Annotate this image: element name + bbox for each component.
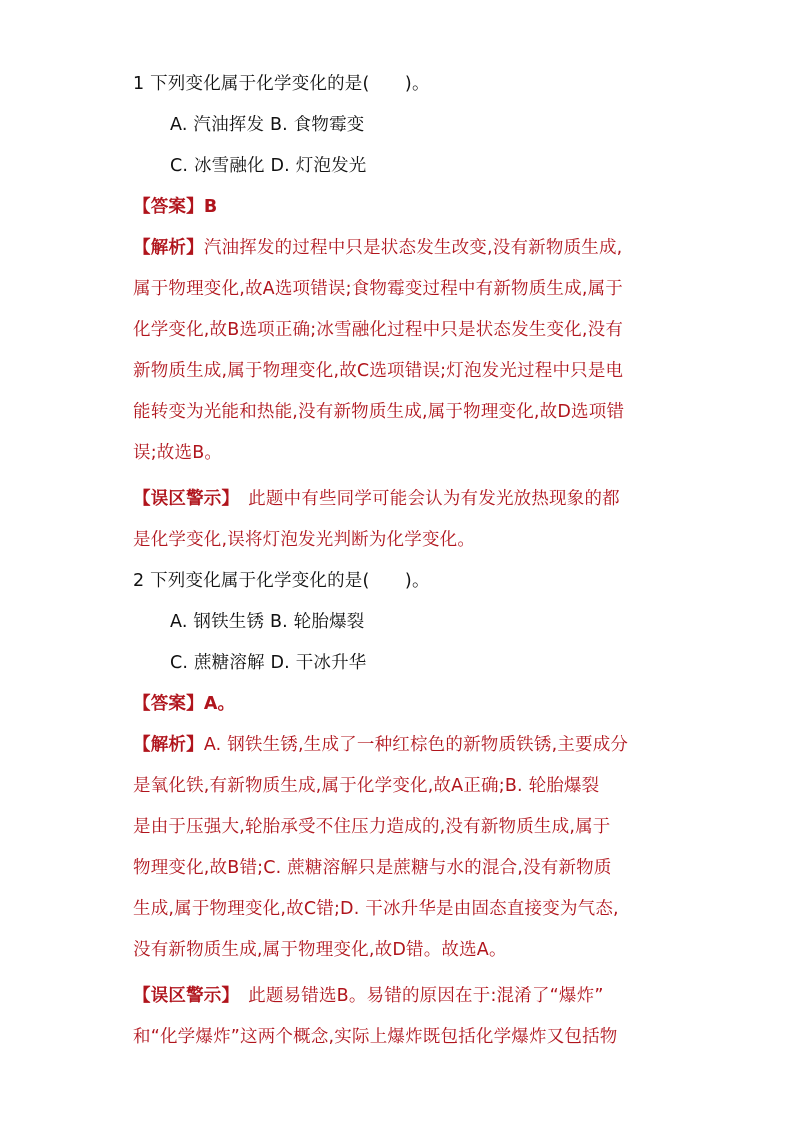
question-1-answer: [133, 195, 673, 219]
question-1-stem: 1 下列变化属于化学变化的是( )。: [133, 74, 430, 94]
question-1-analysis-line: 新物质生成,属于物理变化,故C选项错误;灯泡发光过程中只是电: [133, 361, 624, 381]
warning-tag: 【误区警示】: [133, 489, 231, 509]
answer-tag: 【答案】: [133, 197, 204, 217]
question-1-analysis-line: 能转变为光能和热能,没有新物质生成,属于物理变化,故D选项错: [133, 402, 625, 422]
question-1-warning-line: 是化学变化,误将灯泡发光判断为化学变化。: [133, 530, 476, 550]
analysis-text: 汽油挥发的过程中只是状态发生改变,没有新物质生成,: [203, 238, 623, 258]
question-2-analysis-line: [133, 733, 673, 757]
question-2-warning-line: [133, 984, 673, 1008]
warning-text: 此题易错选B。易错的原因在于:混淆了“爆炸”: [230, 986, 604, 1006]
analysis-text: A. 钢铁生锈,生成了一种红棕色的新物质铁锈,主要成分: [203, 735, 629, 755]
answer-tag: 【答案】: [133, 694, 204, 714]
question-2-analysis-line: 是由于压强大,轮胎承受不住压力造成的,没有新物质生成,属于: [133, 817, 611, 837]
answer-value: A。: [203, 694, 236, 714]
warning-tag: 【误区警示】: [133, 986, 231, 1006]
analysis-tag: 【解析】: [133, 238, 204, 258]
question-2-analysis-line: 生成,属于物理变化,故C错;D. 干冰升华是由固态直接变为气态,: [133, 899, 619, 919]
question-2-answer: [133, 692, 673, 716]
question-2-analysis-line: 是氧化铁,有新物质生成,属于化学变化,故A正确;B. 轮胎爆裂: [133, 776, 600, 796]
question-2-warning-line: 和“化学爆炸”这两个概念,实际上爆炸既包括化学爆炸又包括物: [133, 1027, 618, 1047]
answer-value: B: [203, 197, 218, 217]
analysis-tag: 【解析】: [133, 735, 204, 755]
question-2-options-row-2: C. 蔗糖溶解 D. 干冰升华: [170, 653, 367, 673]
question-2-options-row-1: A. 钢铁生锈 B. 轮胎爆裂: [170, 612, 365, 632]
question-1-analysis-line: [133, 236, 673, 260]
question-1-analysis-line: 属于物理变化,故A选项错误;食物霉变过程中有新物质生成,属于: [133, 279, 623, 299]
question-1-options-row-2: C. 冰雪融化 D. 灯泡发光: [170, 156, 367, 176]
question-1-warning-line: [133, 487, 673, 511]
question-1-options-row-1: A. 汽油挥发 B. 食物霉变: [170, 115, 365, 135]
question-2-analysis-line: 物理变化,故B错;C. 蔗糖溶解只是蔗糖与水的混合,没有新物质: [133, 858, 612, 878]
question-1-analysis-line: 化学变化,故B选项正确;冰雪融化过程中只是状态发生变化,没有: [133, 320, 624, 340]
question-2-stem: 2 下列变化属于化学变化的是( )。: [133, 571, 430, 591]
warning-text: 此题中有些同学可能会认为有发光放热现象的都: [230, 489, 620, 509]
question-1-analysis-line: 误;故选B。: [133, 443, 223, 463]
question-2-analysis-line: 没有新物质生成,属于物理变化,故D错。故选A。: [133, 940, 507, 960]
